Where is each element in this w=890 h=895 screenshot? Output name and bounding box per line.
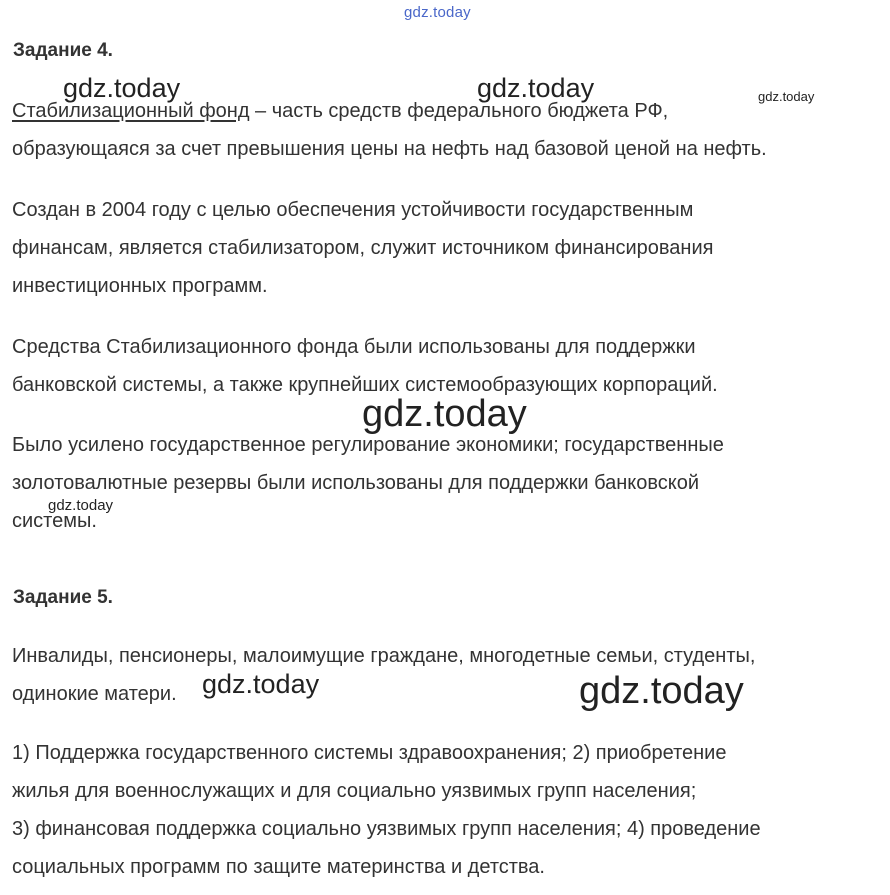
text-line: Средства Стабилизационного фонда были использованы для поддержки	[12, 336, 696, 358]
text-line: финансам, является стабилизатором, служит источником финансирования	[12, 237, 714, 259]
task4-definition	[12, 92, 767, 168]
watermark: gdz.today	[63, 73, 181, 103]
text-line: 3) финансовая поддержка социально уязвимых групп населения; 4) проведение	[12, 818, 761, 840]
text-line: Создан в 2004 году с целью обеспечения устойчивости государственным	[12, 199, 694, 221]
task5-paragraph-1	[12, 637, 755, 713]
watermark: gdz.today	[477, 73, 595, 103]
watermark: gdz.today	[48, 497, 114, 514]
definition-text-line2: образующаяся за счет превышения цены на нефть над базовой ценой на нефть.	[12, 138, 767, 160]
watermark: gdz.today	[202, 669, 320, 699]
text-line: банковской системы, а также крупнейших системообразующих корпораций.	[12, 374, 718, 396]
text-line: системы.	[12, 510, 97, 532]
task4-heading: Задание 4.	[13, 40, 113, 61]
task4-paragraph-3	[12, 328, 718, 404]
text-line: жилья для военнослужащих и для социально уязвимых групп населения;	[12, 780, 697, 802]
text-line: одинокие матери.	[12, 683, 177, 705]
term-stabilization-fund: Стабилизационный фонд	[12, 100, 250, 122]
task4-paragraph-2	[12, 191, 713, 305]
text-line: Было усилено государственное регулирование экономики; государственные	[12, 434, 724, 456]
watermark: gdz.today	[362, 393, 527, 435]
task5-heading: Задание 5.	[13, 587, 113, 608]
task5-paragraph-2	[12, 734, 761, 886]
watermark: gdz.today	[579, 670, 744, 712]
task4-paragraph-4	[12, 426, 724, 540]
text-line: 1) Поддержка государственного системы здравоохранения; 2) приобретение	[12, 742, 727, 764]
text-line: инвестиционных программ.	[12, 275, 268, 297]
definition-text-line1: – часть средств федерального бюджета РФ,	[249, 100, 669, 122]
text-line: социальных программ по защите материнства и детства.	[12, 856, 545, 878]
text-line: Инвалиды, пенсионеры, малоимущие граждане, многодетные семьи, студенты,	[12, 645, 756, 667]
text-line: золотовалютные резервы были использованы для поддержки банковской	[12, 472, 700, 494]
site-logo[interactable]: gdz.today	[404, 4, 471, 21]
watermark: gdz.today	[758, 89, 815, 104]
